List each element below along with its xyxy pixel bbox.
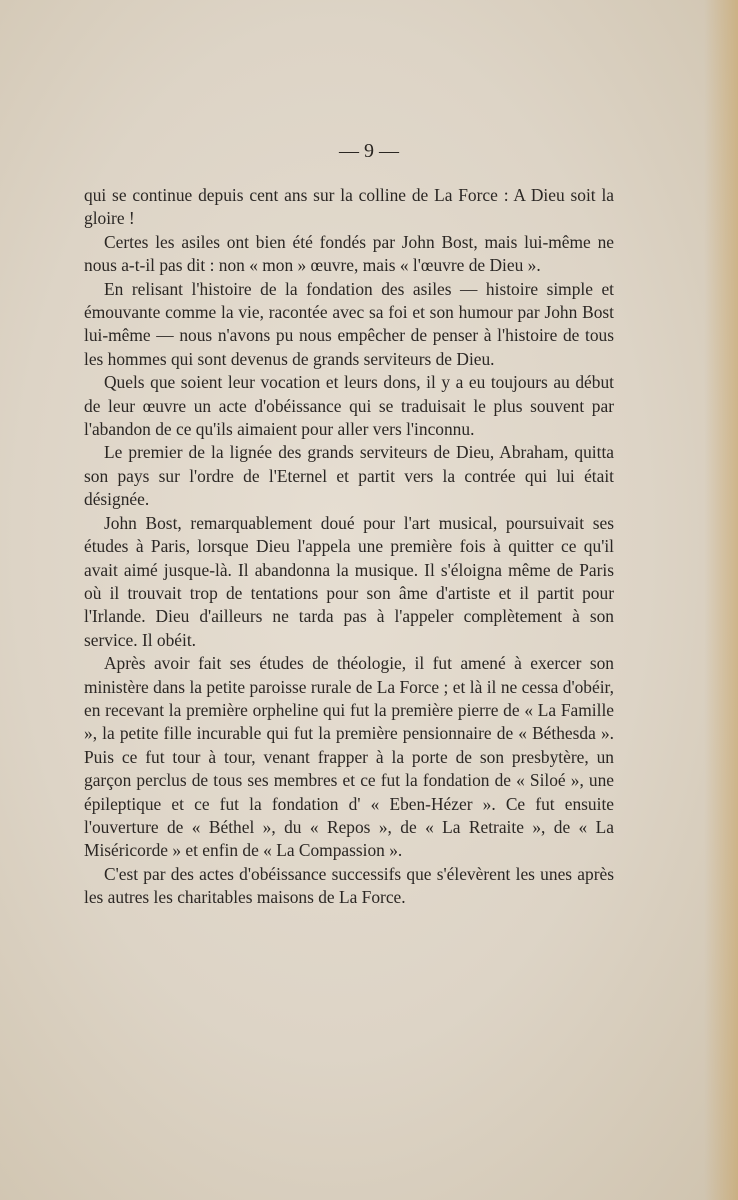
paragraph: Après avoir fait ses études de théologie, il fut amené à exercer son ministère dans la petite paroisse rurale de La Force ; et là il ne cessa d'obéir, en recevant la première orpheline qui fut la première pierre de « La Famille », la petite fille incurable qui fut la première pensionnaire de « Béthesda ». Puis ce fut tour à tour, venant frapper à la porte de son presbytère, un garçon perclus de tous ses membres et ce fut la fondation de « Siloé », une épileptique et ce fut la fondation d' « Eben-Hézer ». Ce fut ensuite l'ouverture de « Béthel », du « Repos », de « La Retraite », de « La Miséricorde » et enfin de « La Compassion ». xyxy=(84,653,614,861)
paragraph-continuation: qui se continue depuis cent ans sur la colline de La Force : A Dieu soit la gloire ! xyxy=(84,185,614,229)
paragraph: C'est par des actes d'obéissance successifs que s'élevèrent les unes après les autres les charitables maisons de La Force. xyxy=(84,863,614,908)
paragraph: En relisant l'histoire de la fondation des asiles — histoire simple et émouvante comme la vie, racontée avec sa foi et son humour par John Bost lui-même — nous n'avons pu nous empêcher de penser à l'histoire de tous les hommes qui sont devenus de grands serviteurs de Dieu. xyxy=(84,278,614,369)
body-text xyxy=(84,184,614,910)
paragraph: Quels que soient leur vocation et leurs dons, il y a eu toujours au début de leur œuvre un acte d'obéissance qui se traduisait le plus souvent par l'abandon de ce qu'ils aimaient pour aller vers l'inconnu. xyxy=(84,372,614,440)
paragraph: Le premier de la lignée des grands serviteurs de Dieu, Abraham, quitta son pays sur l'ordre de l'Eternel et partit vers la contrée qui lui était désignée. xyxy=(84,442,614,510)
paragraph: John Bost, remarquablement doué pour l'art musical, poursuivait ses études à Paris, lorsque Dieu l'appela une première fois à quitter ce qu'il avait aimé jusque-là. Il abandonna la musique. Il s'éloigna même de Paris où il trouvait trop de tentations pour son âme d'artiste et il partit pour l'Irlande. Dieu d'ailleurs ne tarda pas à l'appeler complètement à son service. Il obéit. xyxy=(84,512,614,650)
page-number: — 9 — xyxy=(339,140,399,162)
page-edge-discoloration xyxy=(704,0,738,1200)
paragraph: Certes les asiles ont bien été fondés par John Bost, mais lui-même ne nous a-t-il pas dit : non « mon » œuvre, mais « l'œuvre de Dieu ». xyxy=(84,231,614,276)
